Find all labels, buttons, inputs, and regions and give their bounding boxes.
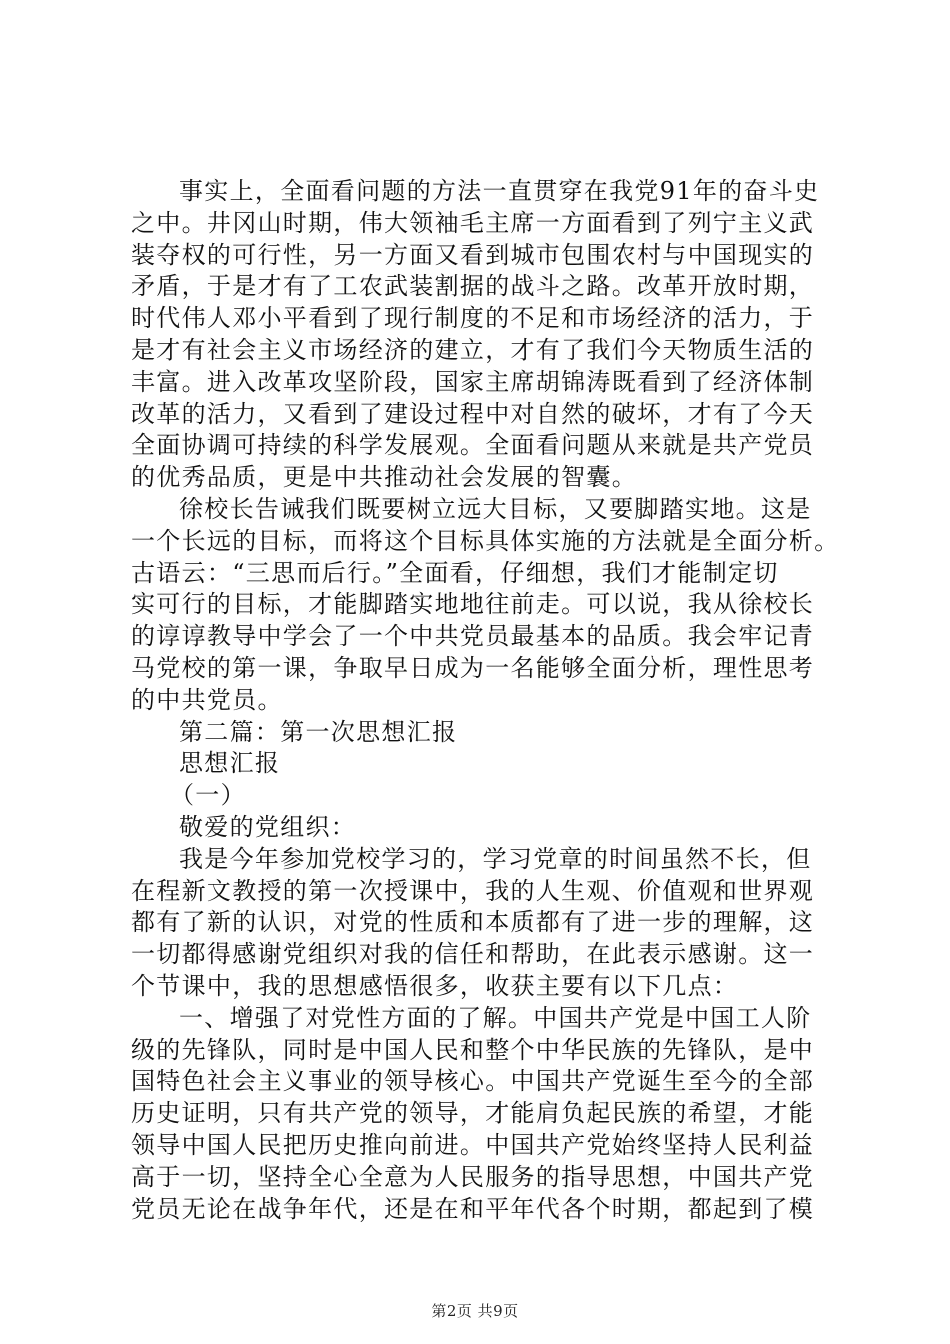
text-line: 领导中国人民把历史推向前进。中国共产党始终坚持人民利益 xyxy=(131,1130,815,1159)
text-line: 徐校长告诫我们既要树立远大目标，又要脚踏实地。这是 xyxy=(179,494,812,523)
text-line: 级的先锋队，同时是中国人民和整个中华民族的先锋队，是中 xyxy=(131,1035,815,1064)
text-line: 的谆谆教导中学会了一个中共党员最基本的品质。我会牢记青 xyxy=(131,622,815,651)
text-line: 丰富。进入改革攻坚阶段，国家主席胡锦涛既看到了经济体制 xyxy=(131,367,815,396)
text-line: 是才有社会主义市场经济的建立，才有了我们今天物质生活的 xyxy=(131,335,815,364)
text-line: 装夺权的可行性，另一方面又看到城市包围农村与中国现实的 xyxy=(131,240,815,269)
text-line: 的中共党员。 xyxy=(131,685,283,714)
text-line: 马党校的第一课，争取早日成为一名能够全面分析，理性思考 xyxy=(131,653,815,682)
text-line: （一） xyxy=(170,781,246,810)
text-line: 高于一切，坚持全心全意为人民服务的指导思想，中国共产党 xyxy=(131,1162,815,1191)
text-line: 改革的活力，又看到了建设过程中对自然的破坏，才有了今天 xyxy=(131,399,815,428)
text-line: 古语云：“三思而后行。”全面看，仔细想，我们才能制定切 xyxy=(131,558,779,587)
text-line: 个节课中，我的思想感悟很多，收获主要有以下几点： xyxy=(131,971,739,1000)
text-line: 第二篇：第一次思想汇报 xyxy=(179,717,458,746)
text-line: 在程新文教授的第一次授课中，我的人生观、价值观和世界观 xyxy=(131,876,815,905)
text-line: 思想汇报 xyxy=(179,749,281,778)
text-line: 历史证明，只有共产党的领导，才能肩负起民族的希望，才能 xyxy=(131,1099,815,1128)
text-line: 党员无论在战争年代，还是在和平年代各个时期，都起到了模 xyxy=(131,1194,815,1223)
text-line: 全面协调可持续的科学发展观。全面看问题从来就是共产党员 xyxy=(131,431,815,460)
text-line: 时代伟人邓小平看到了现行制度的不足和市场经济的活力，于 xyxy=(131,304,815,333)
text-line: 的优秀品质，更是中共推动社会发展的智囊。 xyxy=(131,463,637,492)
text-line: 敬爱的党组织： xyxy=(179,812,357,841)
text-line: 我是今年参加党校学习的，学习党章的时间虽然不长，但 xyxy=(179,844,812,873)
text-line: 一个长远的目标，而将这个目标具体实施的方法就是全面分析。 xyxy=(131,526,840,555)
text-line: 都有了新的认识，对党的性质和本质都有了进一步的理解，这 xyxy=(131,908,815,937)
text-line: 之中。井冈山时期，伟大领袖毛主席一方面看到了列宁主义武 xyxy=(131,208,815,237)
text-line: 事实上，全面看问题的方法一直贯穿在我党91年的奋斗史 xyxy=(179,177,820,205)
text-line: 国特色社会主义事业的领导核心。中国共产党诞生至今的全部 xyxy=(131,1067,815,1096)
document-body xyxy=(131,176,840,1225)
text-line: 一、增强了对党性方面的了解。中国共产党是中国工人阶 xyxy=(179,1003,812,1032)
text-line: 一切都得感谢党组织对我的信任和帮助，在此表示感谢。这一 xyxy=(131,940,815,969)
text-line: 矛盾，于是才有了工农武装割据的战斗之路。改革开放时期， xyxy=(131,272,815,301)
text-line: 实可行的目标，才能脚踏实地地往前走。可以说，我从徐校长 xyxy=(131,590,815,619)
page-footer: 第2页 共9页 xyxy=(431,1302,519,1320)
